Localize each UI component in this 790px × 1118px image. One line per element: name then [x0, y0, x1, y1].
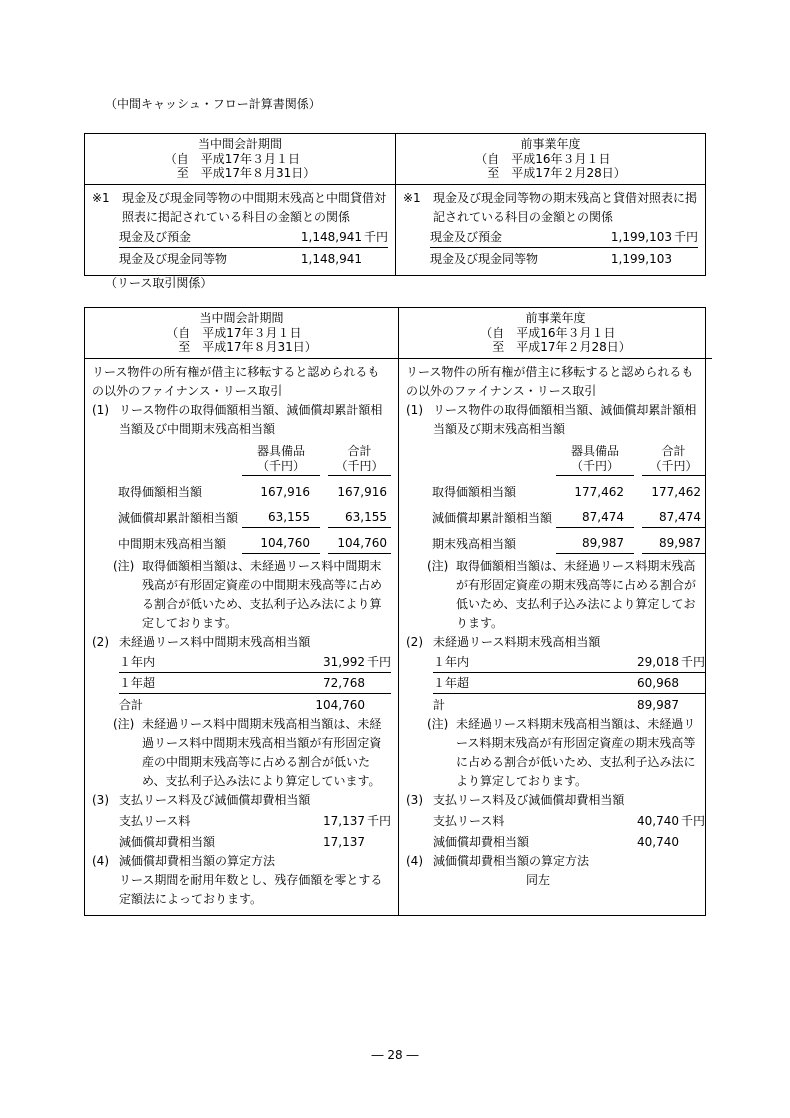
- lease-note-table: [84, 307, 706, 916]
- period-from: （自 平成16年３月１日: [480, 326, 616, 340]
- row-value: 17,137: [323, 835, 365, 849]
- item-number: (3): [92, 793, 109, 807]
- item-number: (2): [92, 635, 109, 649]
- note-text: 現金及び現金同等物の期末残高と貸借対照表に掲記されている科目の金額との関係: [433, 191, 698, 224]
- period-dates: [475, 152, 626, 180]
- value-row-depreciation-equiv: [119, 831, 391, 852]
- period-from: （自 平成16年３月１日: [475, 152, 611, 166]
- note-2: [427, 715, 705, 791]
- row-label: １年超: [119, 676, 156, 690]
- period-to: 至 平成17年８月31日）: [178, 340, 317, 354]
- grid-col-header: 合計: [661, 444, 686, 458]
- row-unit: 千円: [366, 814, 391, 828]
- grid-header-row: [118, 442, 391, 476]
- grid-value: 167,916: [260, 485, 310, 499]
- table-header-prior-period: [398, 308, 712, 359]
- grid-col-equipment: [556, 444, 634, 476]
- item-number: (2): [406, 635, 423, 649]
- grid-row-label: 期末残高相当額: [432, 537, 517, 551]
- grid-col-total: [328, 444, 391, 476]
- item-4-body: 同左: [526, 873, 551, 887]
- note-1: [427, 557, 705, 633]
- value-row-total: [119, 694, 391, 715]
- row-unit: 千円: [680, 814, 705, 828]
- value-row-cash-equivalents: [430, 248, 698, 269]
- item-title: リース物件の取得価額相当額、減価償却累計額相当額及び期末残高相当額: [433, 403, 697, 436]
- row-label: 合計: [119, 698, 144, 712]
- row-value: 40,740: [637, 835, 679, 849]
- cashflow-cell-prior: [395, 185, 705, 275]
- period-from: （自 平成17年３月１日: [164, 152, 300, 166]
- cashflow-note-table: [84, 133, 706, 276]
- item-title: 未経過リース料中間期末残高相当額: [119, 635, 311, 649]
- grid-row-label: 取得価額相当額: [432, 485, 517, 499]
- item-1: [406, 401, 705, 439]
- period-title: 当中間会計期間: [199, 311, 284, 325]
- item-title: 減価償却費相当額の算定方法: [433, 854, 590, 868]
- value-row-cash-equivalents: [119, 248, 388, 269]
- grid-col-equipment: [242, 444, 320, 476]
- grid-value: 177,462: [651, 485, 701, 499]
- grid-row-label: 中間期末残高相当額: [118, 537, 227, 551]
- row-value: 1,199,103: [610, 230, 672, 244]
- row-unit: 千円: [680, 655, 705, 669]
- note-1: [113, 557, 391, 633]
- row-label: 現金及び現金同等物: [119, 252, 228, 266]
- cashflow-cell-current: [85, 185, 395, 275]
- item-title: 支払リース料及び減価償却費相当額: [119, 793, 311, 807]
- note-paragraph: [92, 189, 388, 227]
- row-label: 現金及び預金: [119, 230, 192, 244]
- item-number: (3): [406, 793, 423, 807]
- item-1: [92, 401, 391, 439]
- value-row-within-1yr: [433, 652, 705, 673]
- note-text: 未経過リース料期末残高相当額は、未経過リース料期末残高が有形固定資産の期末残高等に占める割合が低いため、支払利子込み法により算定しております。: [456, 717, 696, 788]
- footer-page-number: ― 28 ―: [371, 1048, 419, 1062]
- value-row-over-1yr: [433, 673, 705, 694]
- row-value: 1,199,103: [610, 252, 672, 266]
- grid-value: 87,474: [642, 508, 705, 528]
- period-to: 至 平成17年２月28日）: [487, 166, 626, 180]
- item-number: (4): [92, 854, 109, 868]
- row-value: 104,760: [315, 698, 365, 712]
- row-label: １年内: [433, 655, 470, 669]
- grid-row-depreciation: [118, 502, 391, 528]
- note-marker: ※1: [403, 191, 421, 205]
- item-4: [406, 852, 705, 871]
- row-label: 減価償却費相当額: [433, 835, 530, 849]
- period-to: 至 平成17年８月31日）: [176, 166, 316, 180]
- item-2: [406, 633, 705, 652]
- lease-cell-prior: [398, 359, 712, 915]
- acquisition-grid: [118, 442, 391, 554]
- row-label: 現金及び預金: [430, 230, 503, 244]
- value-row-cash-deposits: [119, 227, 388, 248]
- grid-value: 63,155: [242, 508, 320, 528]
- value-row-total: [433, 694, 705, 715]
- table-header-prior-period: [395, 134, 705, 185]
- note-marker: (注): [113, 559, 135, 573]
- period-title: 当中間会計期間: [197, 137, 282, 151]
- grid-col-unit: （千円）: [335, 459, 384, 473]
- grid-value: 177,462: [574, 485, 624, 499]
- grid-row-balance: [432, 528, 705, 554]
- row-value: 72,768: [323, 676, 365, 690]
- section-title-lease: （リース取引関係）: [105, 276, 213, 290]
- row-unit: 千円: [673, 230, 698, 244]
- row-label: 計: [433, 698, 446, 712]
- value-row-depreciation-equiv: [433, 831, 705, 852]
- item-number: (1): [92, 403, 109, 417]
- value-row-cash-deposits: [430, 227, 698, 248]
- period-from: （自 平成17年３月１日: [166, 326, 302, 340]
- grid-value: 87,474: [556, 508, 634, 528]
- grid-col-header: 合計: [347, 444, 372, 458]
- note-marker: (注): [427, 717, 449, 731]
- item-number: (4): [406, 854, 423, 868]
- grid-value: 63,155: [328, 508, 391, 528]
- period-title: 前事業年度: [525, 311, 586, 325]
- note-paragraph: [403, 189, 698, 227]
- row-value: 60,968: [637, 676, 679, 690]
- grid-row-label: 減価償却累計額相当額: [118, 511, 239, 525]
- period-dates: [166, 326, 317, 354]
- note-2: [113, 715, 391, 791]
- grid-row-depreciation: [432, 502, 705, 528]
- grid-row-acquisition: [432, 476, 705, 502]
- item-title: 支払リース料及び減価償却費相当額: [433, 793, 625, 807]
- lease-cell-current: [85, 359, 398, 915]
- value-row-over-1yr: [119, 673, 391, 694]
- grid-header-row: [432, 442, 705, 476]
- row-value: 1,148,941: [300, 252, 362, 266]
- lease-intro: リース物件の所有権が借主に移転すると認められるもの以外のファイナンス・リース取引: [406, 365, 694, 398]
- table-header-current-period: [85, 134, 395, 185]
- row-label: 減価償却費相当額: [119, 835, 216, 849]
- grid-col-header: 器具備品: [256, 444, 305, 458]
- period-dates: [480, 326, 631, 354]
- note-text: 現金及び現金同等物の中間期末残高と中間貸借対照表に掲記されている科目の金額との関係: [122, 191, 387, 224]
- item-4-body: リース期間を耐用年数とし、残存価額を零とする定額法によっております。: [119, 873, 383, 906]
- value-row-within-1yr: [119, 652, 391, 673]
- section-title-cashflow: （中間キャッシュ・フロー計算書関係）: [105, 97, 321, 111]
- row-unit: 千円: [366, 655, 391, 669]
- row-label: 支払リース料: [433, 814, 505, 828]
- grid-col-total: [642, 444, 705, 476]
- grid-row-label: 減価償却累計額相当額: [432, 511, 553, 525]
- note-text: 取得価額相当額は、未経過リース料中間期末残高が有形固定資産の中間期末残高等に占める割合が低いため、支払利子込み法により算定しております。: [142, 559, 383, 630]
- value-row-lease-paid: [119, 810, 391, 831]
- grid-col-unit: （千円）: [256, 459, 305, 473]
- grid-value: 167,916: [337, 485, 387, 499]
- lease-intro: リース物件の所有権が借主に移転すると認められるもの以外のファイナンス・リース取引: [92, 365, 380, 398]
- grid-value: 104,760: [242, 534, 320, 554]
- note-marker: ※1: [92, 191, 110, 205]
- grid-col-unit: （千円）: [649, 459, 698, 473]
- grid-row-balance: [118, 528, 391, 554]
- item-3: [92, 791, 391, 810]
- item-4: [92, 852, 391, 871]
- item-2: [92, 633, 391, 652]
- note-text: 取得価額相当額は、未経過リース料期末残高が有形固定資産の期末残高等に占める割合が低いため、支払利子込み法により算定しております。: [456, 559, 697, 630]
- row-label: １年超: [433, 676, 470, 690]
- grid-row-label: 取得価額相当額: [118, 485, 203, 499]
- period-dates: [165, 152, 316, 180]
- row-value: 17,137: [323, 814, 365, 828]
- row-value: 29,018: [637, 655, 679, 669]
- grid-col-unit: （千円）: [570, 459, 619, 473]
- row-unit: 千円: [363, 230, 388, 244]
- table-header-current-period: [85, 308, 398, 359]
- grid-value: 89,987: [556, 534, 634, 554]
- grid-col-header: 器具備品: [570, 444, 619, 458]
- row-value: 1,148,941: [300, 230, 362, 244]
- row-value: 89,987: [637, 698, 679, 712]
- item-number: (1): [406, 403, 423, 417]
- item-title: 減価償却費相当額の算定方法: [119, 854, 276, 868]
- row-label: 現金及び現金同等物: [430, 252, 539, 266]
- note-marker: (注): [113, 717, 135, 731]
- grid-value: 89,987: [642, 534, 705, 554]
- row-label: １年内: [119, 655, 156, 669]
- row-value: 31,992: [323, 655, 365, 669]
- grid-row-acquisition: [118, 476, 391, 502]
- row-value: 40,740: [637, 814, 679, 828]
- item-title: リース物件の取得価額相当額、減価償却累計額相当額及び中間期末残高相当額: [119, 403, 383, 436]
- note-text: 未経過リース料中間期末残高相当額は、未経過リース料中間期末残高相当額が有形固定資産の中間期末残高等に占める割合が低いため、支払利子込み法により算定しています。: [142, 717, 382, 788]
- period-title: 前事業年度: [520, 137, 581, 151]
- item-title: 未経過リース料期末残高相当額: [433, 635, 601, 649]
- acquisition-grid: [432, 442, 705, 554]
- value-row-lease-paid: [433, 810, 705, 831]
- note-marker: (注): [427, 559, 449, 573]
- grid-value: 104,760: [328, 534, 391, 554]
- item-3: [406, 791, 705, 810]
- row-label: 支払リース料: [119, 814, 191, 828]
- period-to: 至 平成17年２月28日）: [492, 340, 631, 354]
